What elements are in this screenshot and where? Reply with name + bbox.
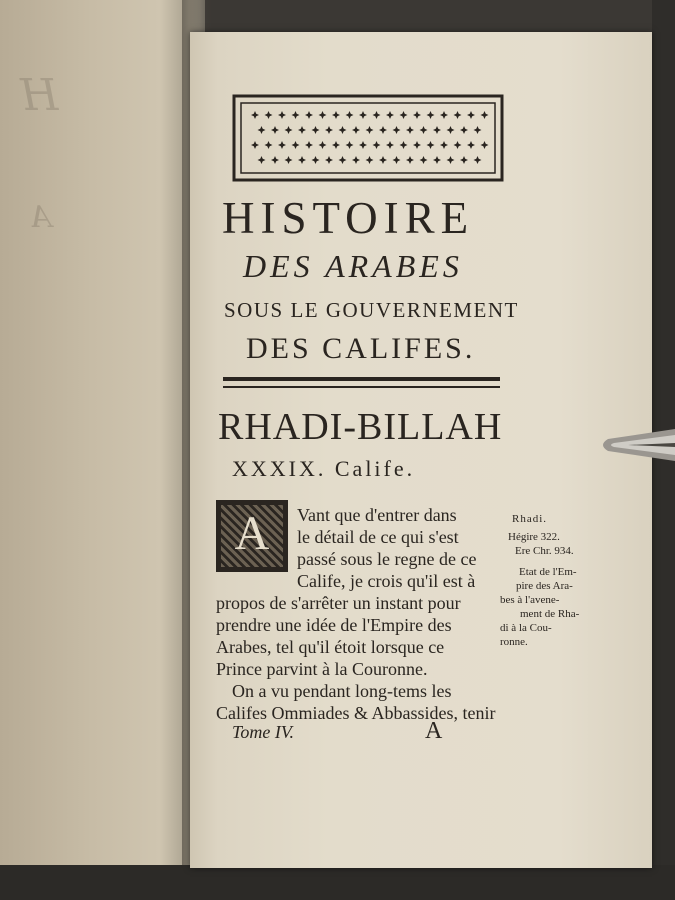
ornament-star	[440, 111, 448, 119]
ornament-star	[481, 141, 489, 149]
ornament-star	[346, 141, 354, 149]
ornament-star	[474, 126, 482, 134]
ornament-star	[393, 156, 401, 164]
thick-rule	[223, 377, 500, 381]
ornament-star	[352, 126, 360, 134]
ornament-star	[386, 141, 394, 149]
body-line: passé sous le regne de ce	[297, 549, 477, 569]
ornament-star	[298, 126, 306, 134]
page-clip	[598, 425, 675, 465]
ornament-star	[433, 156, 441, 164]
body-line: Vant que d'entrer dans	[297, 505, 457, 525]
ornament-star	[285, 126, 293, 134]
body-line: Arabes, tel qu'il étoit lorsque ce	[216, 637, 445, 657]
left-page-bleedthrough: H	[20, 70, 59, 121]
ornament-star	[278, 111, 286, 119]
ornament-star	[319, 111, 327, 119]
side-note: bes à l'avene-	[500, 594, 560, 606]
ornament-star	[386, 111, 394, 119]
ornament-star	[474, 156, 482, 164]
ornament-star	[467, 111, 475, 119]
ornament-star	[312, 126, 320, 134]
ornament-star	[413, 141, 421, 149]
ornament-star	[447, 156, 455, 164]
ornament-star	[400, 141, 408, 149]
side-note: ronne.	[500, 636, 528, 648]
background-bottom	[0, 865, 675, 900]
ornament-star	[251, 141, 259, 149]
ornament-star	[292, 111, 300, 119]
drop-cap	[216, 500, 288, 572]
ornament-star	[325, 156, 333, 164]
drop-cap-letter: A	[234, 507, 270, 560]
ornament-star	[332, 141, 340, 149]
title-line-3: SOUS LE GOUVERNEMENT	[224, 298, 519, 322]
thin-rule	[223, 386, 500, 388]
ornament-star	[271, 126, 279, 134]
ornament-star	[460, 126, 468, 134]
ornament-star	[271, 156, 279, 164]
ornament-star	[420, 156, 428, 164]
ornament-star	[312, 156, 320, 164]
ornament-star	[400, 111, 408, 119]
title-line-4: DES CALIFES.	[246, 332, 476, 365]
ornament-star	[325, 126, 333, 134]
body-line: Prince parvint à la Couronne.	[216, 659, 428, 679]
ornament-star	[373, 111, 381, 119]
volume-number: Tome IV.	[232, 722, 295, 742]
ornament-star	[339, 126, 347, 134]
body-line: On a vu pendant long-tems les	[232, 681, 452, 701]
ornament-star	[258, 126, 266, 134]
ornament-star	[366, 156, 374, 164]
body-line: propos de s'arrêter un instant pour	[216, 593, 461, 613]
ornament-star	[339, 156, 347, 164]
title-line-1: HISTOIRE	[222, 193, 475, 243]
ornament-star	[305, 111, 313, 119]
ornament-star	[379, 156, 387, 164]
ornament-star	[393, 126, 401, 134]
ornament-star	[305, 141, 313, 149]
ornament-star	[420, 126, 428, 134]
ornament-star	[440, 141, 448, 149]
left-page-bleedthrough-2: A	[30, 200, 52, 235]
ornament-star	[427, 141, 435, 149]
ornament-star	[406, 156, 414, 164]
ornament-star	[359, 111, 367, 119]
ornament-star	[379, 126, 387, 134]
ornament-star	[285, 156, 293, 164]
ornament-star	[454, 111, 462, 119]
left-page	[0, 0, 205, 900]
chapter-subheading: XXXIX. Calife.	[232, 456, 416, 481]
title-line-2: DES ARABES	[243, 248, 463, 284]
ornament-star	[433, 126, 441, 134]
ornament-star	[319, 141, 327, 149]
side-note: Hégire 322.	[508, 531, 560, 543]
side-note: pire des Ara-	[516, 580, 573, 592]
body-line: Califes Ommiades & Abbassides, tenir	[216, 703, 496, 723]
side-note: Etat de l'Em-	[519, 566, 577, 578]
ornament-star	[454, 141, 462, 149]
ornament-star	[298, 156, 306, 164]
ornament-star	[460, 156, 468, 164]
side-note: di à la Cou-	[500, 622, 552, 634]
side-note: Ere Chr. 934.	[515, 545, 574, 557]
ornament-star	[481, 111, 489, 119]
ornament-star	[373, 141, 381, 149]
ornament-star	[427, 111, 435, 119]
ornament-star	[278, 141, 286, 149]
ornament-star	[352, 156, 360, 164]
ornament-star	[406, 126, 414, 134]
body-line: prendre une idée de l'Empire des	[216, 615, 452, 635]
body-line: le détail de ce qui s'est	[297, 527, 459, 547]
chapter-heading: RHADI-BILLAH	[218, 406, 503, 448]
signature-mark: A	[425, 718, 443, 744]
ornament-star	[447, 126, 455, 134]
ornament-star	[413, 111, 421, 119]
ornament-star	[265, 141, 273, 149]
ornament-star	[346, 111, 354, 119]
ornament-star	[292, 141, 300, 149]
side-note: ment de Rha-	[520, 608, 580, 620]
ornament-star	[258, 156, 266, 164]
ornament-star	[265, 111, 273, 119]
side-note: Rhadi.	[512, 513, 548, 525]
body-line: Calife, je crois qu'il est à	[297, 571, 476, 591]
ornament-star	[251, 111, 259, 119]
ornament-star	[359, 141, 367, 149]
headpiece-ornament	[231, 93, 505, 183]
ornament-star	[366, 126, 374, 134]
ornament-star	[332, 111, 340, 119]
ornament-star	[467, 141, 475, 149]
